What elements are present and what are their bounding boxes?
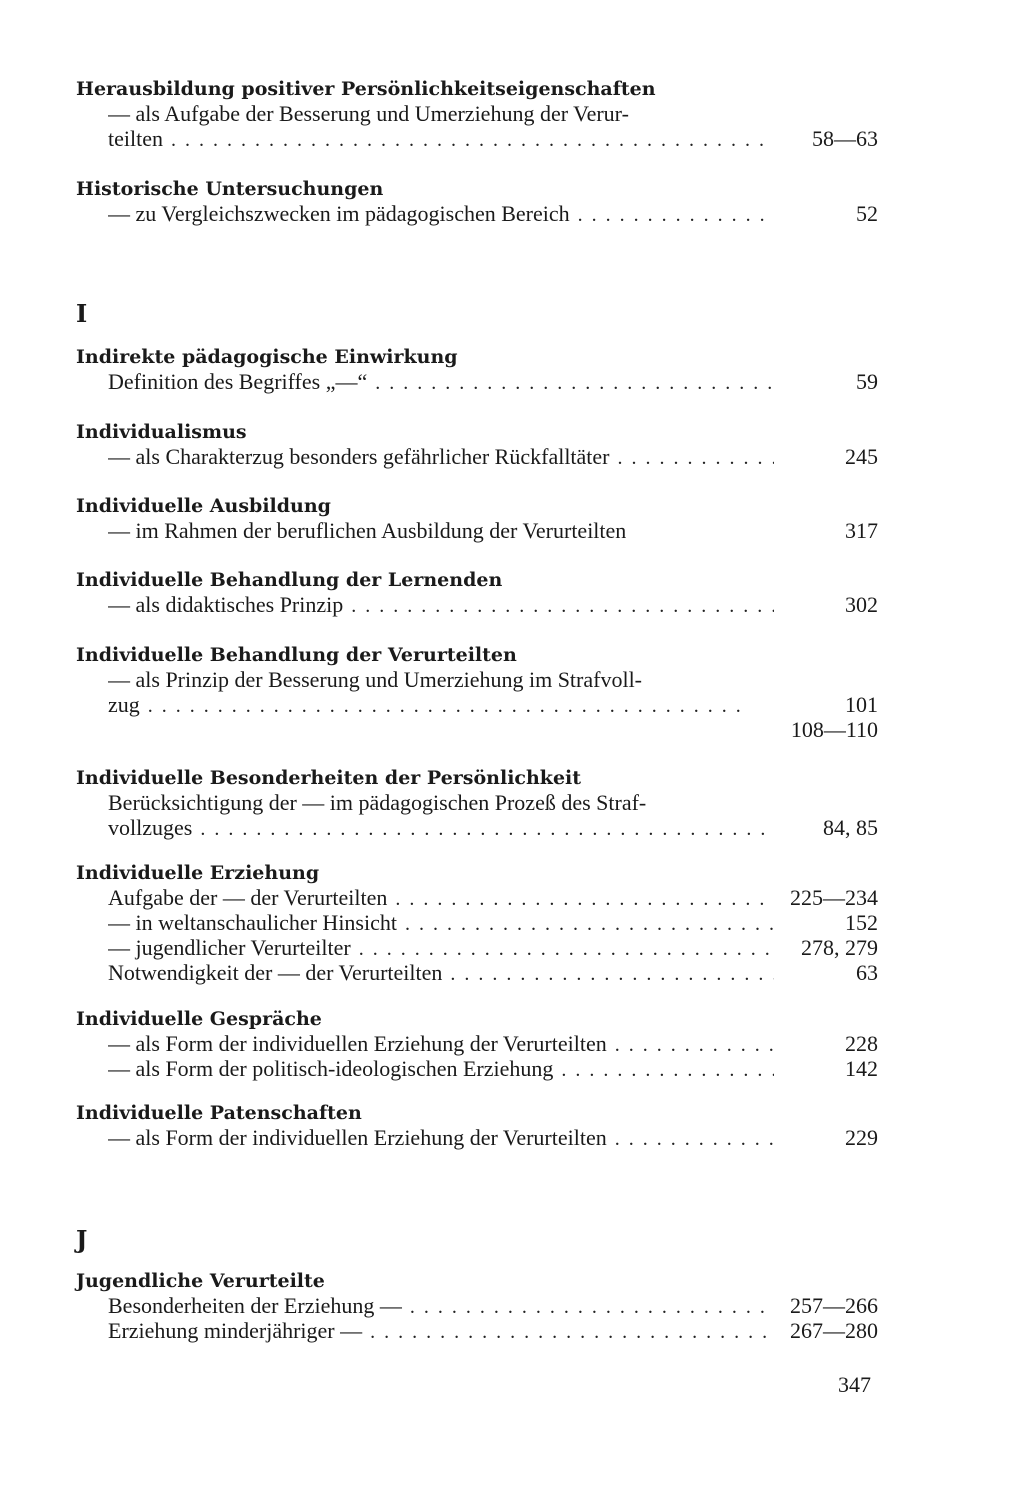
page-reference: 278, 279 <box>801 935 878 960</box>
subline-text: Aufgabe der — der Verurteilten <box>108 885 388 910</box>
entry-subline <box>76 815 878 840</box>
dot-leader <box>200 817 774 842</box>
subline-text: — als Form der individuellen Erziehung der Verurteilten <box>108 1125 607 1150</box>
page-reference: 317 <box>845 518 878 543</box>
subline-text: Berücksichtigung der — im pädagogischen Prozeß des Straf- <box>108 790 647 815</box>
subline-text: — als didaktisches Prinzip <box>108 592 344 617</box>
subline-text: teilten <box>108 126 163 151</box>
entry-subline <box>76 790 878 815</box>
index-entry <box>76 177 878 226</box>
index-entry <box>76 568 878 617</box>
entry-subline <box>76 369 878 394</box>
dot-leader <box>410 1295 774 1320</box>
dot-leader <box>370 1320 774 1345</box>
entry-heading: Individuelle Patenschaften <box>76 1102 362 1124</box>
page-reference: 101 <box>845 692 878 717</box>
entry-subline <box>76 1293 878 1318</box>
entry-subline <box>76 885 878 910</box>
index-entry <box>76 1101 878 1150</box>
entry-subline <box>76 126 878 151</box>
entry-subline <box>76 101 878 126</box>
entry-subline <box>76 1318 878 1343</box>
dot-leader <box>359 937 774 962</box>
entry-heading: Historische Untersuchungen <box>76 178 384 200</box>
page-reference: 257—266 <box>790 1293 878 1318</box>
entry-subline <box>76 935 878 960</box>
dot-leader <box>375 371 774 396</box>
entry-subline <box>76 717 878 742</box>
entry-subline <box>76 1056 878 1081</box>
dot-leader <box>618 446 774 471</box>
subline-text: — als Charakterzug besonders gefährlicher Rückfalltäter <box>108 444 610 469</box>
subline-text: vollzuges <box>108 815 193 840</box>
page-reference: 152 <box>845 910 878 935</box>
index-entry <box>76 861 878 985</box>
dot-leader <box>351 594 774 619</box>
subline-text: Notwendigkeit der — der Verurteilten <box>108 960 443 985</box>
dot-leader <box>615 1033 774 1058</box>
entry-subline <box>76 1031 878 1056</box>
entry-heading: Herausbildung positiver Persönlichkeitseigenschaften <box>76 78 656 100</box>
dot-leader <box>395 887 774 912</box>
entry-subline <box>76 1125 878 1150</box>
dot-leader <box>148 694 748 719</box>
subline-text: Erziehung minderjähriger — <box>108 1318 363 1343</box>
subline-text: — im Rahmen der beruflichen Ausbildung der Verurteilten <box>108 518 627 543</box>
entry-heading: Individuelle Behandlung der Verurteilten <box>76 644 517 666</box>
dot-leader <box>561 1058 774 1083</box>
page-reference: 267—280 <box>790 1318 878 1343</box>
page-reference: 58—63 <box>812 126 878 151</box>
entry-subline <box>76 667 878 692</box>
entry-subline <box>76 960 878 985</box>
entry-subline <box>76 518 878 543</box>
subline-text: — jugendlicher Verurteilter <box>108 935 351 960</box>
section-letter-j: J <box>76 1225 88 1254</box>
index-entry <box>76 420 878 469</box>
index-entry <box>76 1269 878 1343</box>
entry-heading: Individuelle Behandlung der Lernenden <box>76 569 503 591</box>
subline-text: Besonderheiten der Erziehung — <box>108 1293 402 1318</box>
entry-heading: Individuelle Ausbildung <box>76 495 331 517</box>
page-reference: 108—110 <box>790 717 878 742</box>
entry-subline <box>76 201 878 226</box>
section-letter-i: I <box>76 299 88 328</box>
index-entry <box>76 494 878 543</box>
page-reference: 52 <box>856 201 878 226</box>
entry-subline <box>76 592 878 617</box>
page-reference: 245 <box>845 444 878 469</box>
subline-text: — in weltanschaulicher Hinsicht <box>108 910 397 935</box>
subline-text: — als Prinzip der Besserung und Umerziehung im Strafvoll- <box>108 667 643 692</box>
dot-leader <box>405 912 774 937</box>
dot-leader <box>171 128 771 153</box>
index-entry <box>76 1007 878 1081</box>
dot-leader <box>578 203 774 228</box>
page-reference: 302 <box>845 592 878 617</box>
entry-heading: Individualismus <box>76 421 247 443</box>
entry-subline <box>76 444 878 469</box>
entry-subline <box>76 692 878 717</box>
page-reference: 63 <box>856 960 878 985</box>
page-reference: 59 <box>856 369 878 394</box>
index-entry <box>76 345 878 394</box>
page-reference: 228 <box>845 1031 878 1056</box>
subline-text: — als Form der politisch-ideologischen Erziehung <box>108 1056 554 1081</box>
dot-leader <box>615 1127 774 1152</box>
entry-heading: Indirekte pädagogische Einwirkung <box>76 346 458 368</box>
subline-text: — als Aufgabe der Besserung und Umerziehung der Verur- <box>108 101 629 126</box>
index-entry <box>76 643 878 742</box>
entry-subline <box>76 910 878 935</box>
entry-heading: Individuelle Gespräche <box>76 1008 322 1030</box>
subline-text: — als Form der individuellen Erziehung der Verurteilten <box>108 1031 607 1056</box>
index-entry <box>76 77 878 151</box>
subline-text: zug <box>108 692 140 717</box>
entry-heading: Individuelle Erziehung <box>76 862 320 884</box>
entry-heading: Individuelle Besonderheiten der Persönlichkeit <box>76 767 582 789</box>
subline-text: Definition des Begriffes „—“ <box>108 369 368 394</box>
subline-text: — zu Vergleichszwecken im pädagogischen Bereich <box>108 201 570 226</box>
page-reference: 225—234 <box>790 885 878 910</box>
page-reference: 84, 85 <box>823 815 878 840</box>
dot-leader <box>450 962 774 987</box>
page-reference: 142 <box>845 1056 878 1081</box>
page-number: 347 <box>838 1372 871 1397</box>
entry-heading: Jugendliche Verurteilte <box>76 1270 325 1292</box>
index-entry <box>76 766 878 840</box>
page-reference: 229 <box>845 1125 878 1150</box>
